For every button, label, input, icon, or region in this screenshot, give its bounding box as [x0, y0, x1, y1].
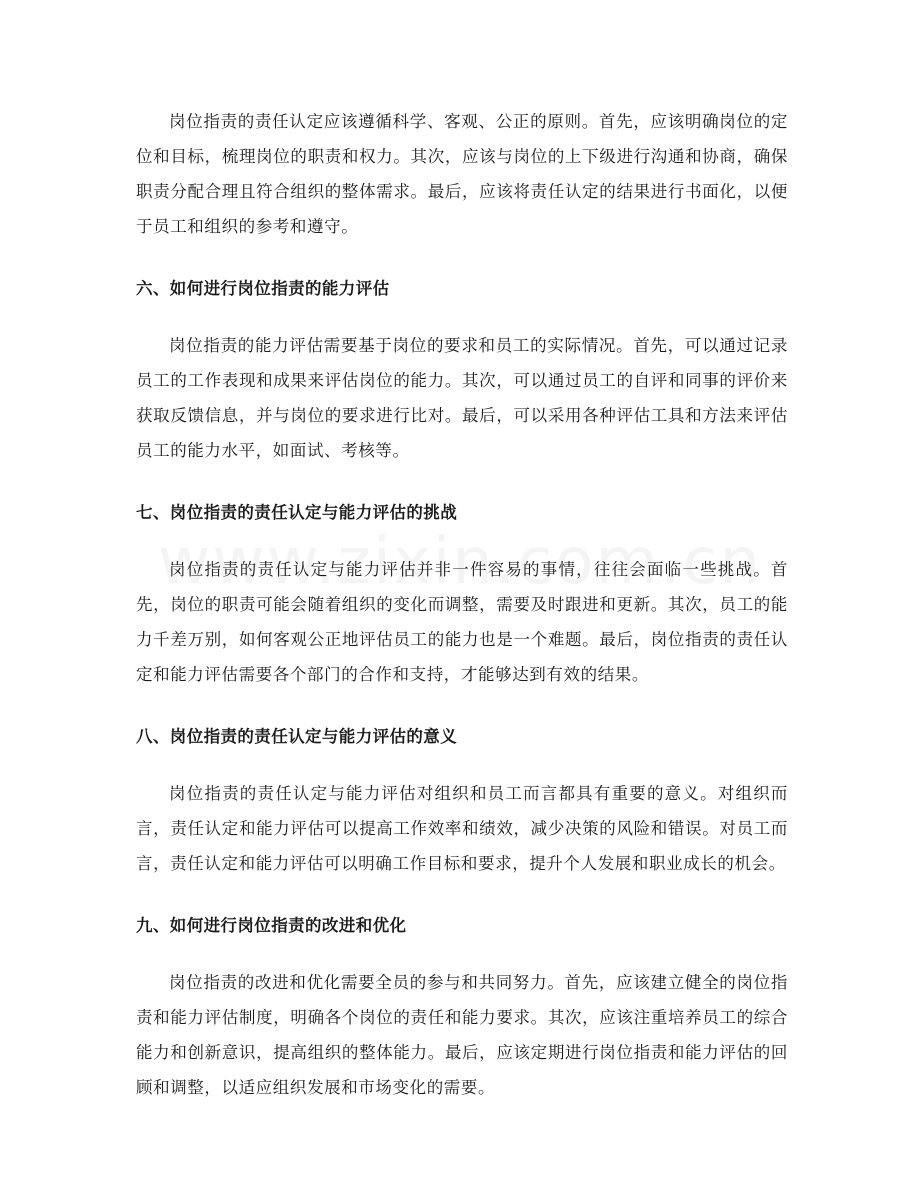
spacer [136, 754, 788, 776]
spacer [136, 943, 788, 965]
spacer [136, 306, 788, 328]
paragraph-intro: 岗位指责的责任认定应该遵循科学、客观、公正的原则。首先，应该明确岗位的定位和目标，梳理岗位的职责和权力。其次，应该与岗位的上下级进行沟通和协商，确保职责分配合理且符合组织的整体需求。最后，应该将责任认定的结果进行书面化，以便于员工和组织的参考和遵守。 [136, 112, 788, 236]
spacer [136, 881, 788, 908]
paragraph-7: 岗位指责的责任认定与能力评估并非一件容易的事情，往往会面临一些挑战。首先，岗位的职责可能会随着组织的变化而调整，需要及时跟进和更新。其次，员工的能力千差万别，如何客观公正地评估员工的能力也是一个难题。最后，岗位指责的责任认定和能力评估需要各个部门的合作和支持，才能够达到有效的结果。 [136, 560, 788, 684]
section-heading-7: 七、岗位指责的责任认定与能力评估的挑战 [136, 503, 458, 522]
spacer [136, 468, 788, 495]
paragraph-9: 岗位指责的改进和优化需要全员的参与和共同努力。首先，应该建立健全的岗位指责和能力评估制度，明确各个岗位的责任和能力要求。其次，应该注重培养员工的综合能力和创新意识，提高组织的整体能力。最后，应该定期进行岗位指责和能力评估的回顾和调整，以适应组织发展和市场变化的需要。 [136, 973, 788, 1097]
spacer [136, 530, 788, 552]
paragraph-8: 岗位指责的责任认定与能力评估对组织和员工而言都具有重要的意义。对组织而言，责任认定和能力评估可以提高工作效率和绩效，减少决策的风险和错误。对员工而言，责任认定和能力评估可以明确工作目标和要求，提升个人发展和职业成长的机会。 [136, 784, 788, 873]
section-heading-9: 九、如何进行岗位指责的改进和优化 [136, 916, 407, 935]
section-heading-8: 八、岗位指责的责任认定与能力评估的意义 [136, 727, 458, 746]
paragraph-6: 岗位指责的能力评估需要基于岗位的要求和员工的实际情况。首先，可以通过记录员工的工作表现和成果来评估岗位的能力。其次，可以通过员工的自评和同事的评价来获取反馈信息，并与岗位的要求进行比对。最后，可以采用各种评估工具和方法来评估员工的能力水平，如面试、考核等。 [136, 336, 788, 460]
section-heading-6: 六、如何进行岗位指责的能力评估 [136, 279, 390, 298]
spacer [136, 692, 788, 719]
spacer [136, 244, 788, 271]
